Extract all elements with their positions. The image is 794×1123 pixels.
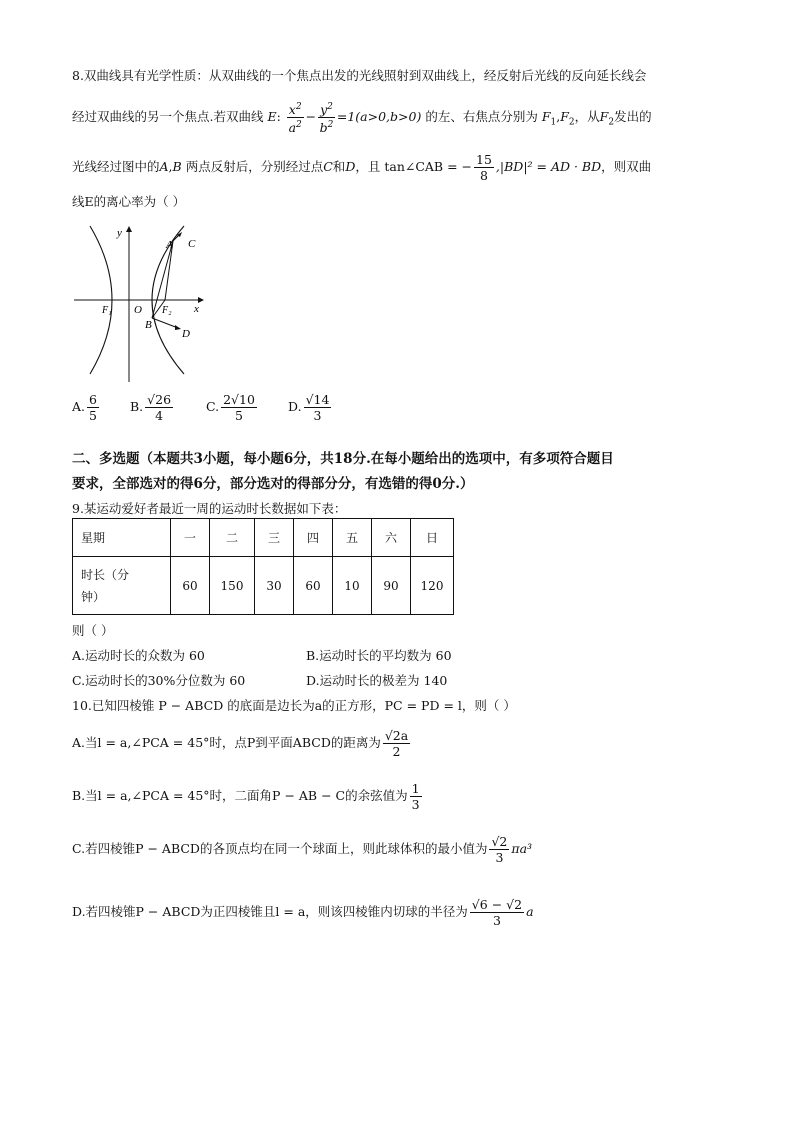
table-value: 150 — [210, 557, 255, 615]
x-axis-arrow — [198, 297, 204, 303]
hyperbola-figure — [72, 222, 212, 384]
q8-line3: 光线经过图中的A,B 两点反射后，分别经过点C和D，且 tan∠CAB = − $\frac{15}{8}$ ,|BD|² = AD · BD，则双曲 — [72, 152, 652, 183]
q8-line2: 经过双曲线的另一个焦点.若双曲线 E: $\frac{x^2}{a^2}$ − $\frac{y^2}{b^2}$ =1(a>0,b>0) 的左、右焦点分别为 $F_1,F_2$，从$F_2$发出的 — [72, 102, 652, 136]
table-day: 六 — [372, 519, 411, 557]
table-row — [73, 519, 454, 557]
table-value: 90 — [372, 557, 411, 615]
label-B: B — [145, 319, 152, 331]
table-day: 五 — [333, 519, 372, 557]
q8-tan-den: 8 — [479, 168, 488, 183]
q9-option-D: D.运动时长的极差为 140 — [306, 673, 448, 688]
section2-line1: 二、多选题（本题共3小题，每小题6分，共18分.在每小题给出的选项中，有多项符合题目 — [72, 451, 614, 467]
table-value: 30 — [255, 557, 294, 615]
y-axis-arrow — [126, 226, 132, 232]
label-D: D — [182, 328, 190, 340]
q8-line2-pre: 经过双曲线的另一个焦点.若双曲线 — [72, 109, 264, 125]
label-C: C — [188, 238, 196, 250]
q10-option-B: B.当l = a,∠PCA = 45°时，二面角P − AB − C的余弦值为 $\frac{1}{3}$ — [72, 781, 420, 812]
section2-line2: 要求，全部选对的得6分，部分选对的得部分分，有选错的得0分.） — [72, 476, 474, 492]
table-value: 120 — [411, 557, 454, 615]
q8-vector-eq: ,|BD|² = AD · BD — [495, 159, 602, 174]
q8-option-D: D. $\frac{√14}{3}$ — [288, 392, 330, 423]
q8-condition: =1(a>0,b>0) — [336, 109, 422, 125]
table-value: 60 — [171, 557, 210, 615]
q9-table — [72, 518, 454, 615]
label-x: x — [194, 303, 199, 315]
q8-line3-and: 和 — [332, 159, 346, 174]
table-value: 60 — [294, 557, 333, 615]
q8-line2-end: 发出的 — [614, 109, 652, 125]
table-value: 10 — [333, 557, 372, 615]
q10-stem: 10.已知四棱锥 P − ABCD 的底面是边长为a的正方形，PC = PD = l，则（ ） — [72, 698, 516, 713]
q8-line2-tail: ，从 — [574, 109, 600, 125]
q9-option-B: B.运动时长的平均数为 60 — [306, 648, 452, 663]
q8-line3-pre: 光线经过图中的 — [72, 159, 160, 174]
table-row-label: 时长（分 钟） — [73, 557, 171, 615]
label-F2: F₂ — [162, 305, 172, 316]
q8-line4: 线E的离心率为（ ） — [72, 194, 186, 209]
q8-line3-post: ，则双曲 — [601, 159, 652, 174]
table-day: 一 — [171, 519, 210, 557]
q8-line3-mid: 两点反射后，分别经过点 — [185, 159, 324, 174]
q9-option-C: C.运动时长的30%分位数为 60 — [72, 673, 246, 688]
q10-option-A: A.当l = a,∠PCA = 45°时，点P到平面ABCD的距离为 $\frac{√2a}{2}$ — [72, 728, 409, 759]
q9-intro: 9.某运动爱好者最近一周的运动时长数据如下表： — [72, 501, 347, 516]
label-O: O — [134, 304, 142, 316]
q10-option-D: D.若四棱锥P − ABCD为正四棱锥且l = a，则该四棱锥内切球的半径为 $\frac{√6 - √2}{3}$ a — [72, 897, 534, 928]
q8-option-C: C. $\frac{2√10}{5}$ — [206, 392, 255, 423]
q8-line3-mid2: ，且 — [355, 159, 381, 174]
label-y: y — [117, 227, 122, 239]
q8-option-B: B. $\frac{√26}{4}$ — [130, 392, 172, 423]
ray-B-D-arrow — [175, 325, 181, 330]
q8-option-A: A. $\frac{6}{5}$ — [72, 392, 97, 423]
table-day: 二 — [210, 519, 255, 557]
q8-tan-num: 15 — [476, 152, 492, 167]
q8-line1: 8.双曲线具有光学性质：从双曲线的一个焦点出发的光线照射到双曲线上，经反射后光线的反向延长线会 — [72, 68, 647, 83]
table-day: 四 — [294, 519, 333, 557]
q10-option-C: C.若四棱锥P − ABCD的各顶点均在同一个球面上，则此球体积的最小值为 $\frac{√2}{3}$ πa³ — [72, 834, 533, 865]
table-header-label: 星期 — [73, 519, 171, 557]
label-A: A — [166, 239, 173, 251]
table-row — [73, 557, 454, 615]
q9-option-A: A.运动时长的众数为 60 — [72, 648, 205, 663]
table-day: 三 — [255, 519, 294, 557]
q8-tan: tan∠CAB = − — [384, 159, 473, 174]
label-F1: F₁ — [102, 305, 112, 316]
q9-then: 则（ ） — [72, 623, 114, 638]
table-day: 日 — [411, 519, 454, 557]
q8-line2-post: 的左、右焦点分别为 — [425, 109, 538, 125]
